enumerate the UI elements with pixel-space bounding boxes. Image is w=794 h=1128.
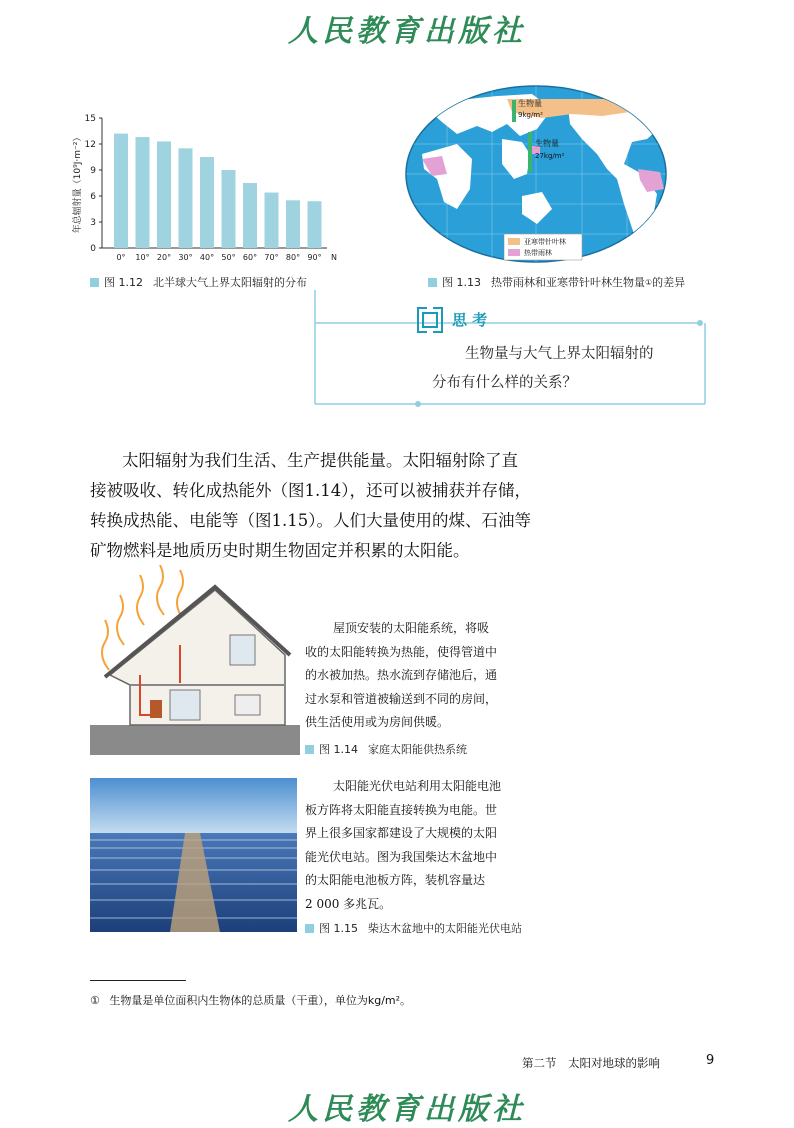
x-axis-label: N bbox=[331, 253, 337, 262]
bar bbox=[200, 157, 214, 248]
x-tick-label: 40° bbox=[199, 253, 215, 262]
map-label-1b: 9kg/m² bbox=[518, 111, 543, 119]
x-tick-label: 10° bbox=[135, 253, 150, 262]
legend-swatch-taiga bbox=[508, 238, 520, 245]
y-tick-label: 0 bbox=[90, 244, 96, 254]
bar bbox=[222, 170, 236, 248]
fig14-text-line: 供生活使用或为房间供暖。 bbox=[305, 715, 450, 729]
figure-caption-text: 北半球大气上界太阳辐射的分布 bbox=[153, 276, 307, 289]
think-question-line2: 分布有什么样的关系？ bbox=[432, 375, 577, 391]
fig14-text-line: 屋顶安装的太阳能系统，将吸 bbox=[333, 621, 490, 635]
x-tick-label: 30° bbox=[178, 253, 193, 262]
y-axis-label: 年总辐射量（10⁹J·m⁻²） bbox=[73, 132, 83, 234]
caption-marker bbox=[428, 278, 437, 287]
figure-1-13-map bbox=[402, 84, 670, 264]
map-label-2b: 27kg/m² bbox=[535, 152, 565, 160]
map-label-2a: 生物量 bbox=[535, 139, 559, 148]
fig15-text-line: 板方阵将太阳能直接转换为电能。世 bbox=[305, 802, 498, 817]
caption-marker bbox=[90, 278, 99, 287]
think-title: 思 考 bbox=[452, 311, 488, 329]
footnote-ref: ① bbox=[645, 277, 653, 287]
figure-1-15-caption bbox=[305, 920, 522, 936]
body-line-2: 接被吸收、转化成热能外（图1.14），还可以被捕获并存储， bbox=[90, 481, 531, 500]
footnote-rule bbox=[90, 980, 186, 981]
bar bbox=[286, 200, 300, 248]
y-tick-label: 3 bbox=[90, 218, 96, 228]
figure-number: 图 1.13 bbox=[442, 276, 481, 289]
x-tick-label: 70° bbox=[264, 253, 279, 262]
fig14-text-line: 过水泵和管道被输送到不同的房间， bbox=[305, 691, 498, 706]
fig15-text-line: 太阳能光伏电站利用太阳能电池 bbox=[333, 779, 502, 793]
figure-caption-text: 热带雨林和亚寒带针叶林生物量 bbox=[491, 276, 645, 289]
footnote-text: 生物量是单位面积内生物体的总质量（干重），单位为kg/m²。 bbox=[109, 994, 412, 1007]
legend-swatch-rainforest bbox=[508, 249, 520, 256]
footnote-mark: ① bbox=[90, 994, 100, 1007]
figure-1-12-chart bbox=[70, 108, 350, 268]
bar bbox=[136, 137, 150, 248]
figure-number: 图 1.15 bbox=[319, 922, 358, 935]
figure-caption-tail: 的差异 bbox=[652, 276, 686, 289]
y-tick-label: 12 bbox=[84, 140, 96, 150]
y-tick-label: 9 bbox=[90, 166, 96, 176]
fig15-text-line: 的太阳能电池板方阵，装机容量达 bbox=[305, 873, 486, 887]
fig15-text-line: 2 000 多兆瓦。 bbox=[305, 896, 392, 911]
figure-1-14-caption bbox=[305, 741, 467, 757]
bar bbox=[114, 134, 128, 248]
y-tick-label: 6 bbox=[90, 192, 96, 202]
legend-label-taiga: 亚寒带针叶林 bbox=[524, 238, 566, 246]
figure-1-14-text bbox=[305, 617, 527, 735]
body-line-4: 矿物燃料是地质历史时期生物固定并积累的太阳能。 bbox=[90, 541, 470, 560]
figure-caption-text: 柴达木盆地中的太阳能光伏电站 bbox=[368, 922, 522, 935]
think-icon bbox=[416, 306, 444, 334]
footer-publisher-logo: 人民教育出版社 bbox=[288, 1092, 526, 1127]
bar bbox=[157, 141, 171, 248]
think-question-line1: 生物量与大气上界太阳辐射的 bbox=[465, 346, 654, 362]
figure-1-13-caption bbox=[428, 274, 685, 290]
body-line-3: 转换成热能、电能等（图1.15）。人们大量使用的煤、石油等 bbox=[90, 511, 531, 530]
x-tick-label: 50° bbox=[221, 253, 236, 262]
body-line-1: 太阳辐射为我们生活、生产提供能量。太阳辐射除了直 bbox=[122, 451, 518, 470]
fig15-text-line: 界上很多国家都建设了大规模的太阳 bbox=[305, 826, 498, 840]
figure-caption-text: 家庭太阳能供热系统 bbox=[368, 743, 467, 756]
figure-1-15-photo bbox=[90, 778, 297, 932]
figure-number: 图 1.12 bbox=[104, 276, 143, 289]
x-tick-label: 80° bbox=[285, 253, 301, 262]
x-tick-label: 20° bbox=[156, 253, 172, 262]
footnote bbox=[90, 992, 411, 1008]
caption-marker bbox=[305, 745, 314, 754]
footer-section: 第二节 太阳对地球的影响 bbox=[522, 1056, 660, 1070]
figure-number: 图 1.14 bbox=[319, 743, 358, 756]
x-tick-label: 60° bbox=[242, 253, 258, 262]
x-tick-label: 90° bbox=[307, 253, 322, 262]
publisher-logo: 人民教育出版社 bbox=[288, 14, 526, 49]
x-tick-label: 0° bbox=[116, 253, 126, 262]
figure-1-15-text bbox=[305, 775, 527, 916]
bar bbox=[308, 201, 322, 248]
bar bbox=[179, 148, 193, 248]
page-number: 9 bbox=[706, 1053, 715, 1068]
legend-label-rainforest: 热带雨林 bbox=[524, 249, 552, 257]
fig14-text-line: 收的太阳能转换为热能，使得管道中 bbox=[305, 644, 498, 659]
bar bbox=[265, 193, 279, 248]
fig14-text-line: 的水被加热。热水流到存储池后，通 bbox=[305, 668, 498, 682]
bar bbox=[243, 183, 257, 248]
caption-marker bbox=[305, 924, 314, 933]
fig15-text-line: 能光伏电站。图为我国柴达木盆地中 bbox=[305, 849, 498, 864]
map-label-1a: 生物量 bbox=[518, 99, 542, 108]
figure-1-14-house bbox=[90, 565, 300, 755]
figure-1-12-caption bbox=[90, 274, 307, 290]
y-tick-label: 15 bbox=[84, 114, 96, 124]
